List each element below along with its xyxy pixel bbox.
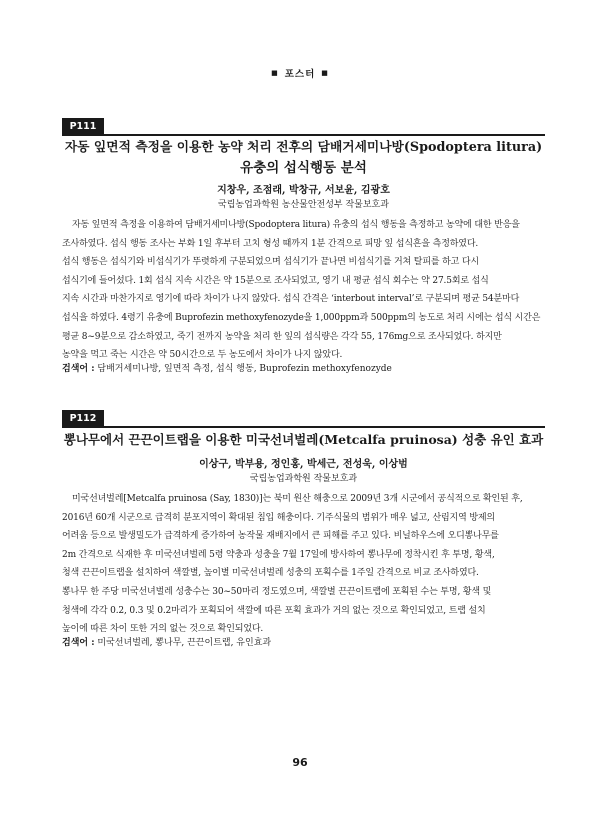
title-text: 자동 잎면적 측정을 이용한 농약 처리 전후의 담배거세미나방(Spodoptera litura) xyxy=(64,140,543,155)
body-line: 농약을 먹고 죽는 시간은 약 50시간으로 두 농도에서 차이가 나지 않았다. xyxy=(62,350,343,361)
body-line: 뽕나무 한 주당 미국선녀벌레 성충수는 30~50마리 정도였으며, 색깔별 끈끈이트랩에 포획된 수는 투명, 황색 및 xyxy=(62,586,492,597)
body-line: 미국선녀벌레[Metcalfa pruinosa (Say, 1830)]는 북미 원산 해충으로 2009년 3개 시군에서 공식적으로 확인된 후, xyxy=(72,494,523,504)
abstract-tag: P112 xyxy=(62,410,104,427)
body-line: 2016년 60개 시군으로 급격히 분포지역이 확대된 침입 해충이다. 기주식물의 범위가 매우 넓고, 산림지역 방제의 xyxy=(62,512,495,523)
body-line: 섭식기에 들어섰다. 1회 섭식 지속 시간은 약 15분으로 조사되었고, 영기 내 평균 섭식 회수는 약 27.5회로 섭식 xyxy=(62,275,489,286)
abstract-body xyxy=(62,490,545,639)
abstract-title-line: 유충의 섭식행동 분석 xyxy=(240,160,367,176)
body-line: 섭식을 하였다. 4령기 유충에 Buprofezin methoxyfenozyde을 1,000ppm과 500ppm의 농도로 처리 시에는 섭식 시간은 xyxy=(62,312,541,323)
abstract-authors: 이상구, 박부용, 정인홍, 박세근, 전성욱, 이상범 xyxy=(199,459,408,470)
keywords-text: 담배거세미나방, 잎면적 측정, 섭식 행동, Buprofezin methoxyfenozyde xyxy=(97,364,392,374)
abstract-keywords xyxy=(62,362,545,376)
square-bullet-icon: ■ xyxy=(321,69,329,77)
abstract-title-line: 뽕나무에서 끈끈이트랩을 이용한 미국선녀벌레(Metcalfa pruinosa) 성충 유인 효과 xyxy=(63,432,544,447)
body-line: 자동 잎면적 측정을 이용하여 담배거세미나방(Spodoptera litura) 유충의 섭식 행동을 측정하고 농약에 대한 반응을 xyxy=(72,220,520,230)
section-header-label: 포스터 xyxy=(284,69,316,80)
keywords-label: 검색어 : xyxy=(62,638,95,648)
square-bullet-icon: ■ xyxy=(271,69,279,77)
abstract-title-line xyxy=(62,138,545,158)
abstract-keywords xyxy=(62,636,545,650)
abstract-body xyxy=(62,216,545,365)
body-line: 조사하였다. 섭식 행동 조사는 부화 1일 후부터 고치 형성 때까지 1분 간격으로 피망 잎 섭식흔을 측정하였다. xyxy=(62,238,479,249)
body-line: 청색에 각각 0.2, 0.3 및 0.2마리가 포획되어 색깔에 따른 포획 효과가 거의 없는 것으로 확인되었고, 트랩 설치 xyxy=(62,605,486,616)
body-line: 어려움 등으로 발생밀도가 급격하게 증가하여 농작물 재배지에서 큰 피해를 주고 있다. 비닐하우스에 오디뽕나무를 xyxy=(62,531,499,542)
abstract-tag: P111 xyxy=(62,118,104,135)
abstract-title xyxy=(62,430,545,450)
abstract-authors: 지창우, 조점래, 박창규, 서보윤, 김광호 xyxy=(217,185,390,196)
keywords-label: 검색어 : xyxy=(62,364,95,374)
body-line: 평균 8~9분으로 감소하였고, 죽기 전까지 농약을 처리 한 잎의 섭식량은 각각 55, 176mg으로 조사되었다. 하지만 xyxy=(62,331,502,342)
keywords-text: 미국선녀벌레, 뽕나무, 끈끈이트랩, 유인효과 xyxy=(97,638,272,648)
section-header xyxy=(0,66,600,80)
body-line: 섭식 행동은 섭식기와 비섭식기가 뚜렷하게 구분되었으며 섭식기가 끝나면 비섭식기를 거쳐 탈피를 하고 다시 xyxy=(62,257,480,268)
body-line: 지속 시간과 마찬가지로 영기에 따라 차이가 나지 않았다. 섭식 간격은 ‘interbout interval’로 구분되며 평균 54분마다 xyxy=(62,294,520,305)
abstract-title xyxy=(62,138,545,178)
body-line: 높이에 따른 차이 또한 거의 없는 것으로 확인되었다. xyxy=(62,624,264,635)
divider xyxy=(62,426,545,428)
body-line: 청색 끈끈이트랩을 설치하여 색깔별, 높이별 미국선녀벌레 성충의 포획수를 1주일 간격으로 비교 조사하였다. xyxy=(62,568,479,579)
abstract-affiliation: 국립농업과학원 농산물안전성부 작물보호과 xyxy=(218,200,389,210)
abstract-affiliation: 국립농업과학원 작물보호과 xyxy=(249,474,358,484)
divider xyxy=(62,134,545,136)
body-line: 2m 간격으로 식재한 후 미국선녀벌레 5령 약충과 성충을 7월 17일에 방사하여 뽕나무에 정착시킨 후 투명, 황색, xyxy=(62,549,495,560)
page-number: 96 xyxy=(292,756,308,769)
